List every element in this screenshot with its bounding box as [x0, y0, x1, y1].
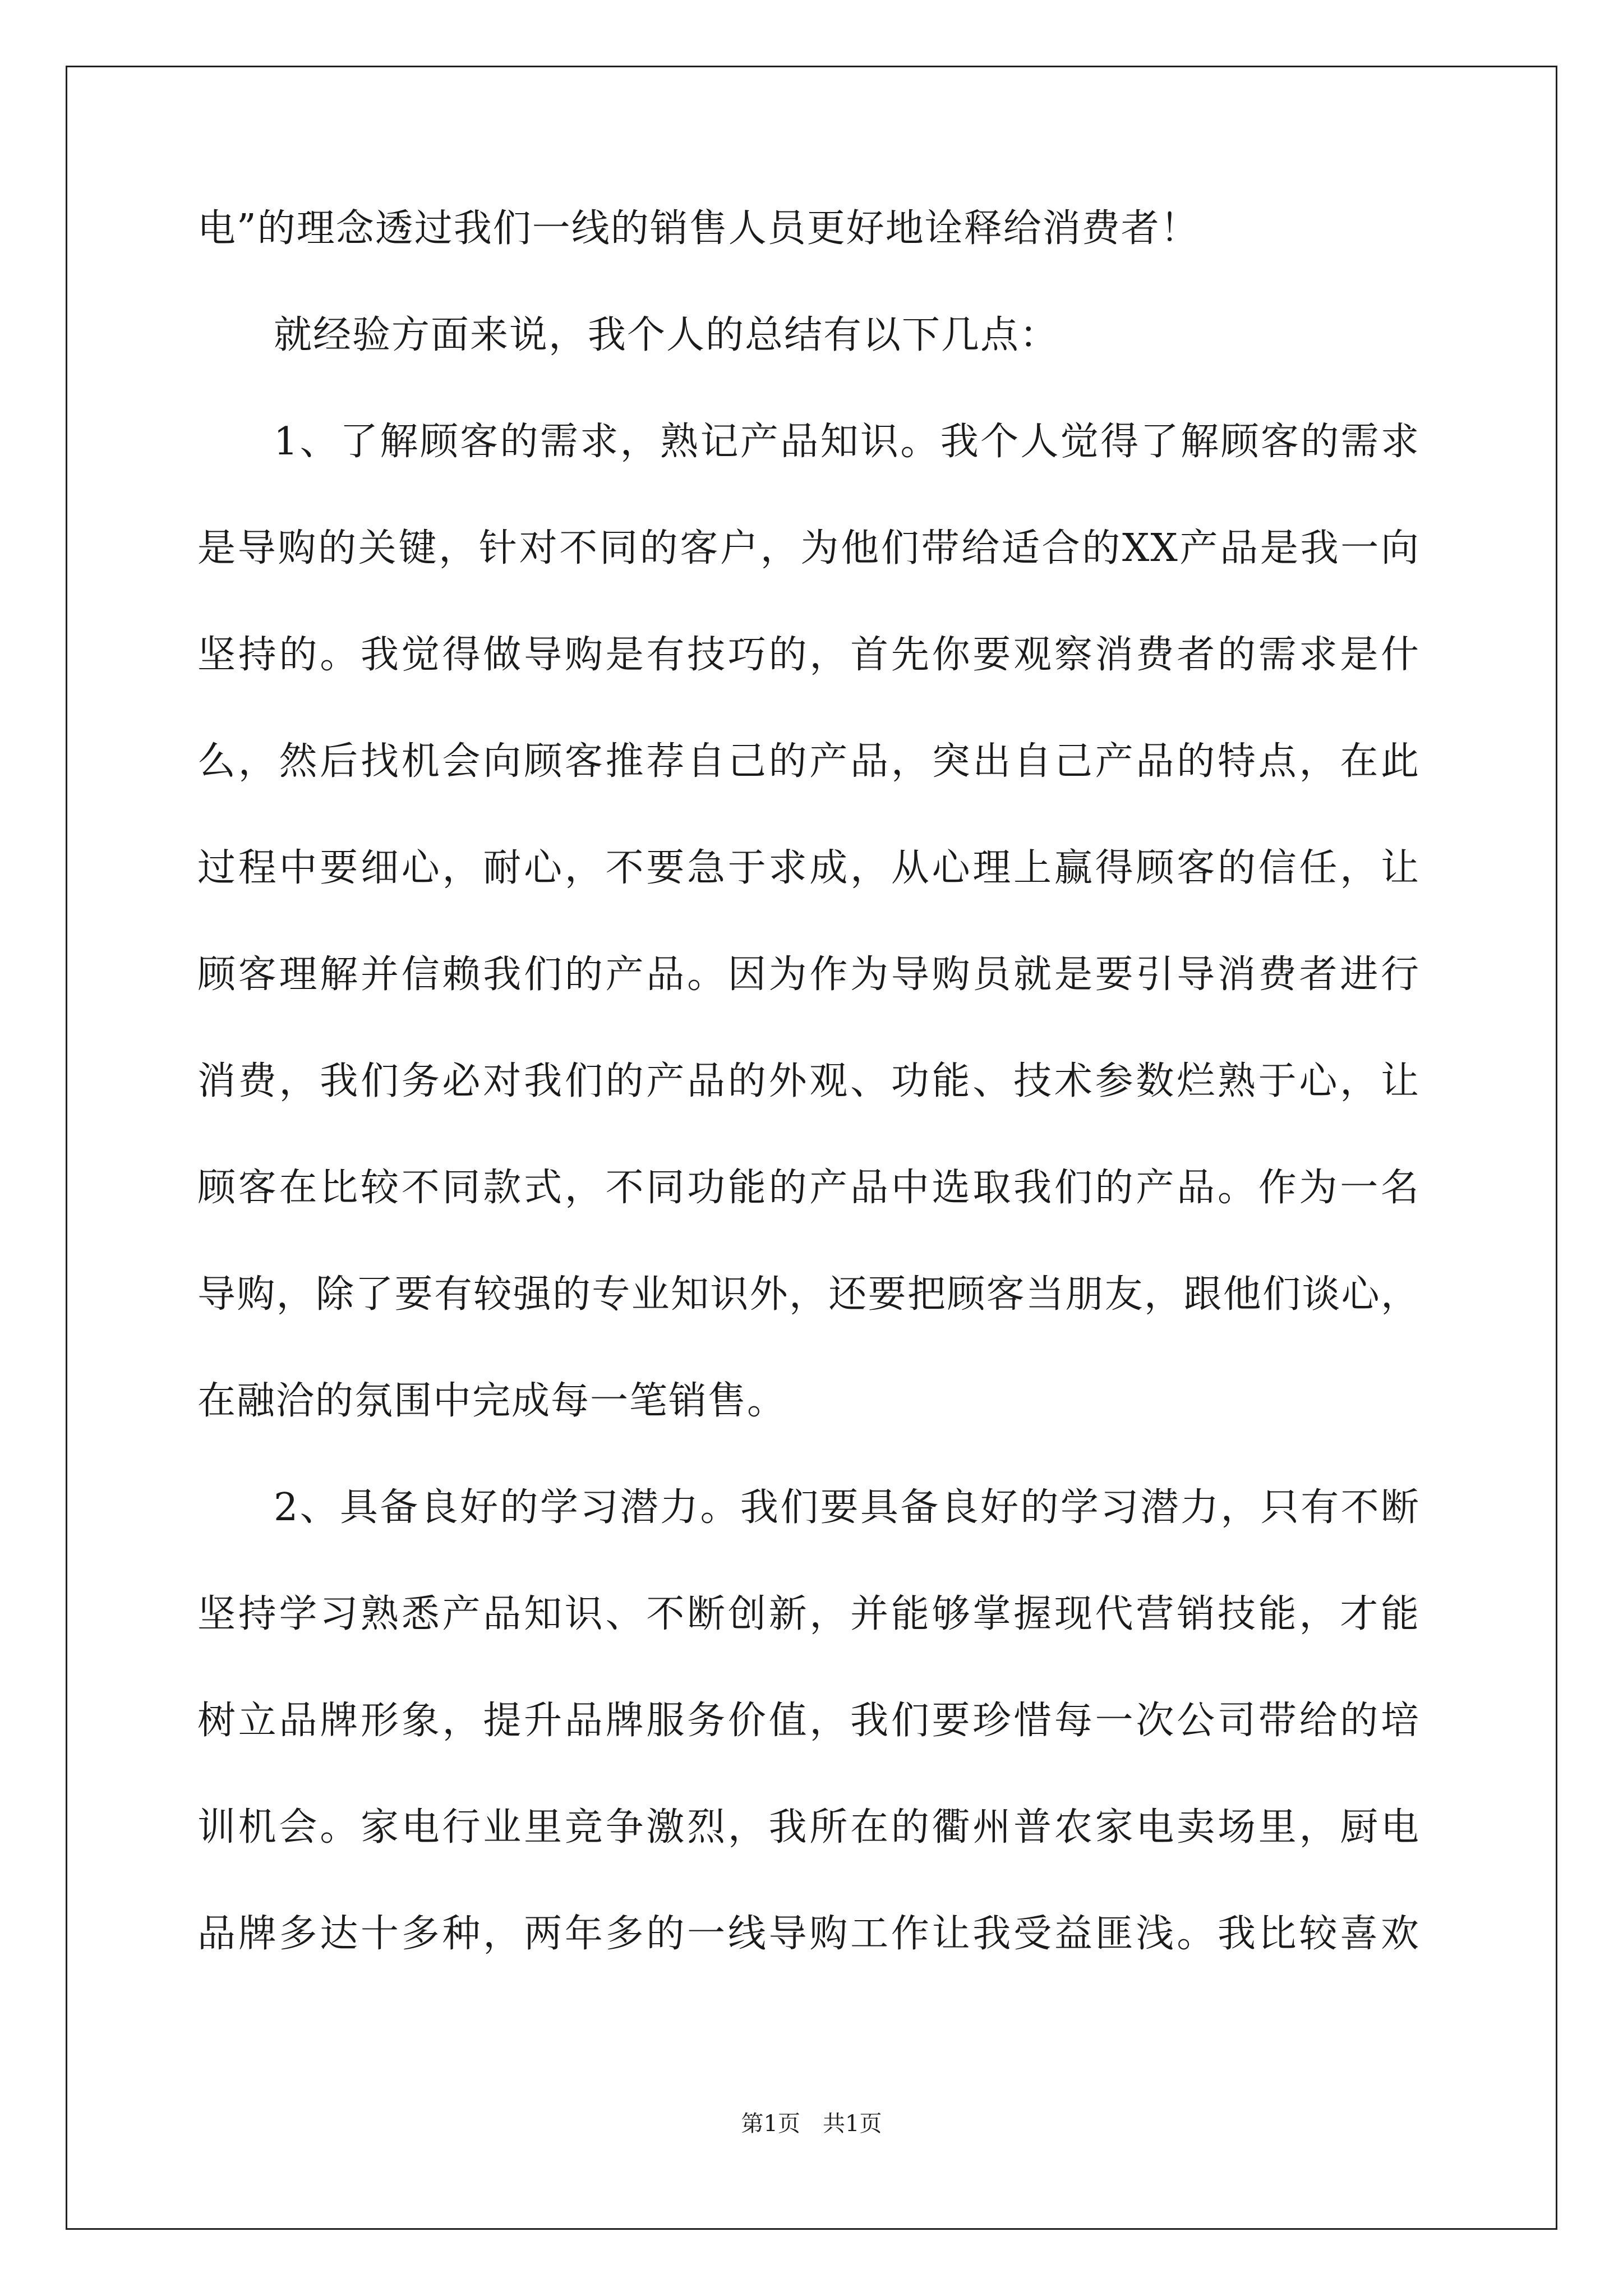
paragraph-line: 在融洽的氛围中完成每一笔销售。	[197, 1379, 787, 1423]
paragraph-line: 2、具备良好的学习潜力。我们要具备良好的学习潜力，只有不断	[274, 1485, 1420, 1530]
paragraph-line: 电”的理念透过我们一线的销售人员更好地诠释给消费者！	[197, 206, 1200, 251]
paragraph-line: 品牌多达十多种，两年多的一线导购工作让我受益匪浅。我比较喜欢	[197, 1912, 1420, 1956]
paragraph-line: 消费，我们务必对我们的产品的外观、功能、技术参数烂熟于心，让	[197, 1059, 1420, 1103]
paragraph-line: 训机会。家电行业里竞争激烈，我所在的衢州普农家电卖场里，厨电	[197, 1805, 1420, 1849]
paragraph-line: 树立品牌形象，提升品牌服务价值，我们要珍惜每一次公司带给的培	[197, 1699, 1420, 1743]
paragraph-line: 导购，除了要有较强的专业知识外，还要把顾客当朋友，跟他们谈心，	[197, 1272, 1420, 1317]
paragraph-line: 顾客理解并信赖我们的产品。因为作为导购员就是要引导消费者进行	[197, 953, 1420, 997]
paragraph-line: 顾客在比较不同款式，不同功能的产品中选取我们的产品。作为一名	[197, 1166, 1420, 1210]
paragraph-line: 坚持学习熟悉产品知识、不断创新，并能够掌握现代营销技能，才能	[197, 1592, 1420, 1636]
page-footer: 第1页 共1页	[741, 2111, 882, 2137]
paragraph-line: 1、了解顾客的需求，熟记产品知识。我个人觉得了解顾客的需求	[274, 420, 1420, 464]
paragraph-line: 就经验方面来说，我个人的总结有以下几点：	[274, 313, 1059, 357]
paragraph-line: 坚持的。我觉得做导购是有技巧的，首先你要观察消费者的需求是什	[197, 633, 1420, 677]
paragraph-line: 过程中要细心，耐心，不要急于求成，从心理上赢得顾客的信任，让	[197, 846, 1420, 890]
paragraph-line: 么，然后找机会向顾客推荐自己的产品，突出自己产品的特点，在此	[197, 739, 1420, 784]
paragraph-line: 是导购的关键，针对不同的客户，为他们带给适合的XX产品是我一向	[197, 526, 1420, 570]
